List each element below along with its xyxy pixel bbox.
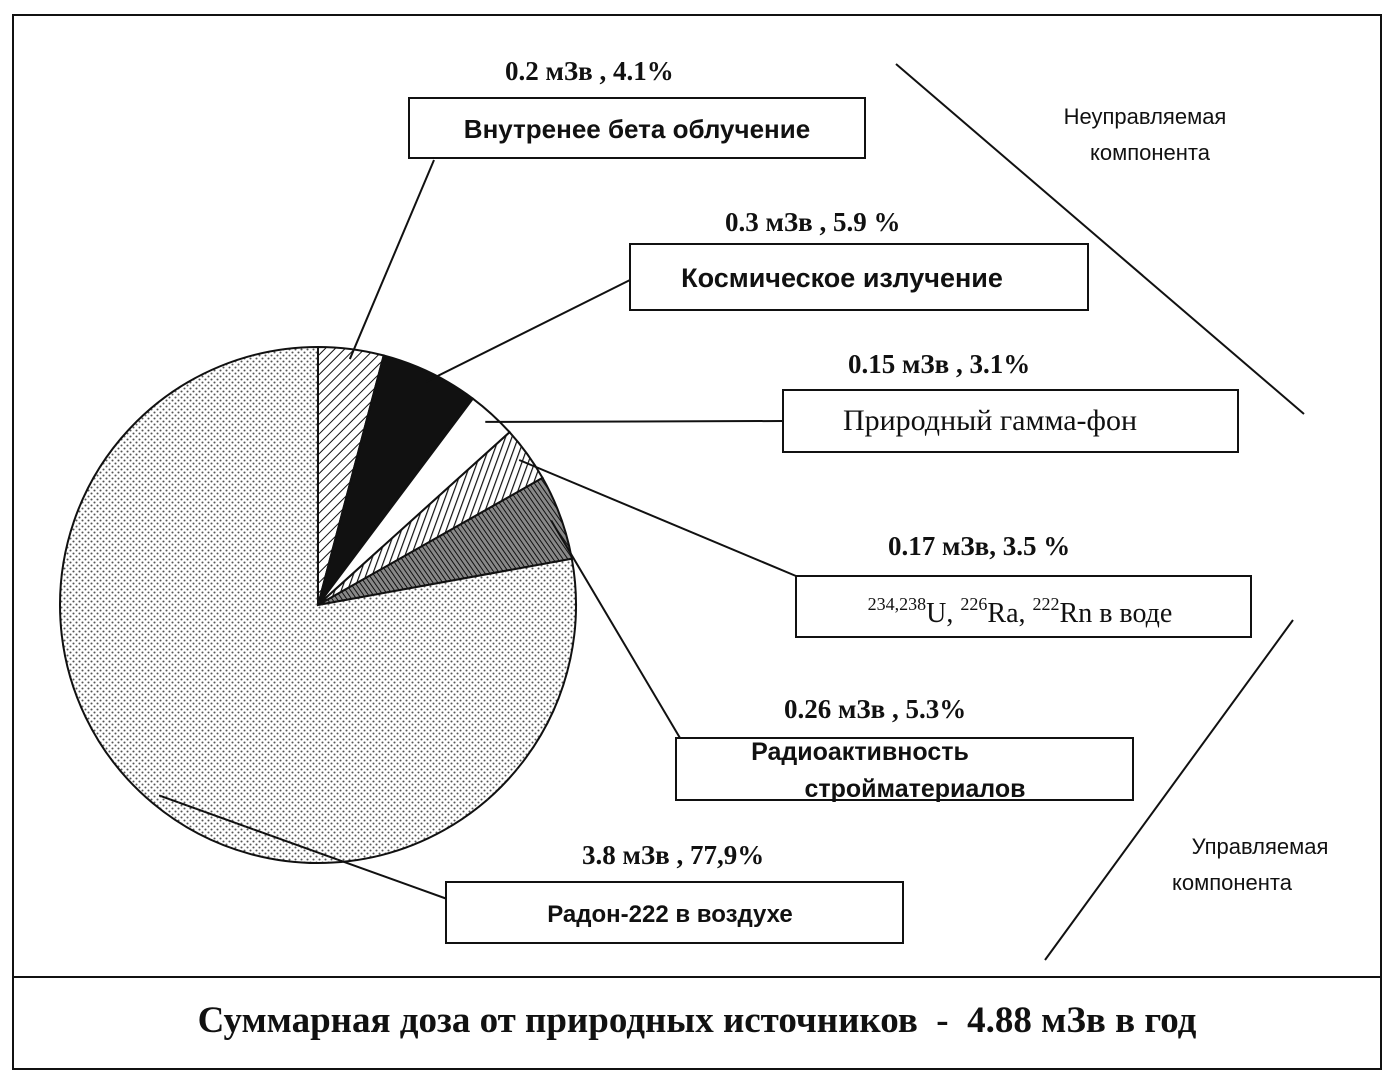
- value-cosmic: 0.3 мЗв: [725, 207, 813, 237]
- label-water-rn-mass: 222: [1032, 594, 1060, 614]
- group-label-controlled-line-1: Управляемая: [1191, 834, 1329, 859]
- total-dose-caption: Суммарная доза от природных источников - 4.88 мЗв в год: [197, 999, 1197, 1041]
- label-water-rn: Rn в воде: [1059, 598, 1173, 629]
- value-label-water: 0.17 мЗв, 3.5 %: [888, 531, 1071, 561]
- value-internal-beta: 0.2 мЗв: [505, 56, 593, 86]
- label-cosmic: Космическое излучение: [681, 263, 1003, 293]
- value-water: 0.17 мЗв: [888, 531, 990, 561]
- leader-line-gamma: [485, 421, 783, 422]
- label-building-line-2: стройматериалов: [804, 775, 1026, 803]
- percent-gamma: 3.1%: [969, 349, 1031, 379]
- label-water-ra-mass: 226: [960, 594, 988, 614]
- group-label-uncontrolled-line-2: компонента: [1090, 140, 1210, 165]
- percent-building: 5.3%: [905, 694, 967, 724]
- label-gamma: Природный гамма-фон: [842, 404, 1138, 437]
- value-label-internal-beta: 0.2 мЗв , 4.1%: [505, 56, 674, 86]
- label-internal-beta: Внутренее бета облучение: [463, 114, 811, 144]
- label-water-u: U,: [926, 598, 961, 629]
- value-label-radon: 3.8 мЗв , 77,9%: [582, 840, 765, 870]
- percent-cosmic: 5.9 %: [832, 207, 901, 237]
- value-label-gamma: 0.15 мЗв , 3.1%: [848, 349, 1031, 379]
- percent-internal-beta: 4.1%: [612, 56, 674, 86]
- value-gamma: 0.15 мЗв: [848, 349, 950, 379]
- footer-divider: [14, 976, 1380, 978]
- label-water-u-mass: 234,238: [867, 594, 927, 614]
- value-label-building: 0.26 мЗв , 5.3%: [784, 694, 967, 724]
- label-building-line-1: Радиоактивность: [751, 738, 969, 766]
- group-label-controlled-line-2: компонента: [1172, 870, 1292, 895]
- label-water-ra: Ra,: [987, 598, 1033, 629]
- label-radon: Радон-222 в воздухе: [547, 901, 793, 928]
- value-label-cosmic: 0.3 мЗв , 5.9 %: [725, 207, 901, 237]
- percent-water: 3.5 %: [1002, 531, 1071, 561]
- percent-radon: 77,9%: [689, 840, 765, 870]
- value-building: 0.26 мЗв: [784, 694, 886, 724]
- leader-line-cosmic: [426, 280, 630, 382]
- leader-line-internal-beta: [350, 160, 434, 359]
- group-label-uncontrolled-line-1: Неуправляемая: [1063, 104, 1227, 129]
- value-radon: 3.8 мЗв: [582, 840, 670, 870]
